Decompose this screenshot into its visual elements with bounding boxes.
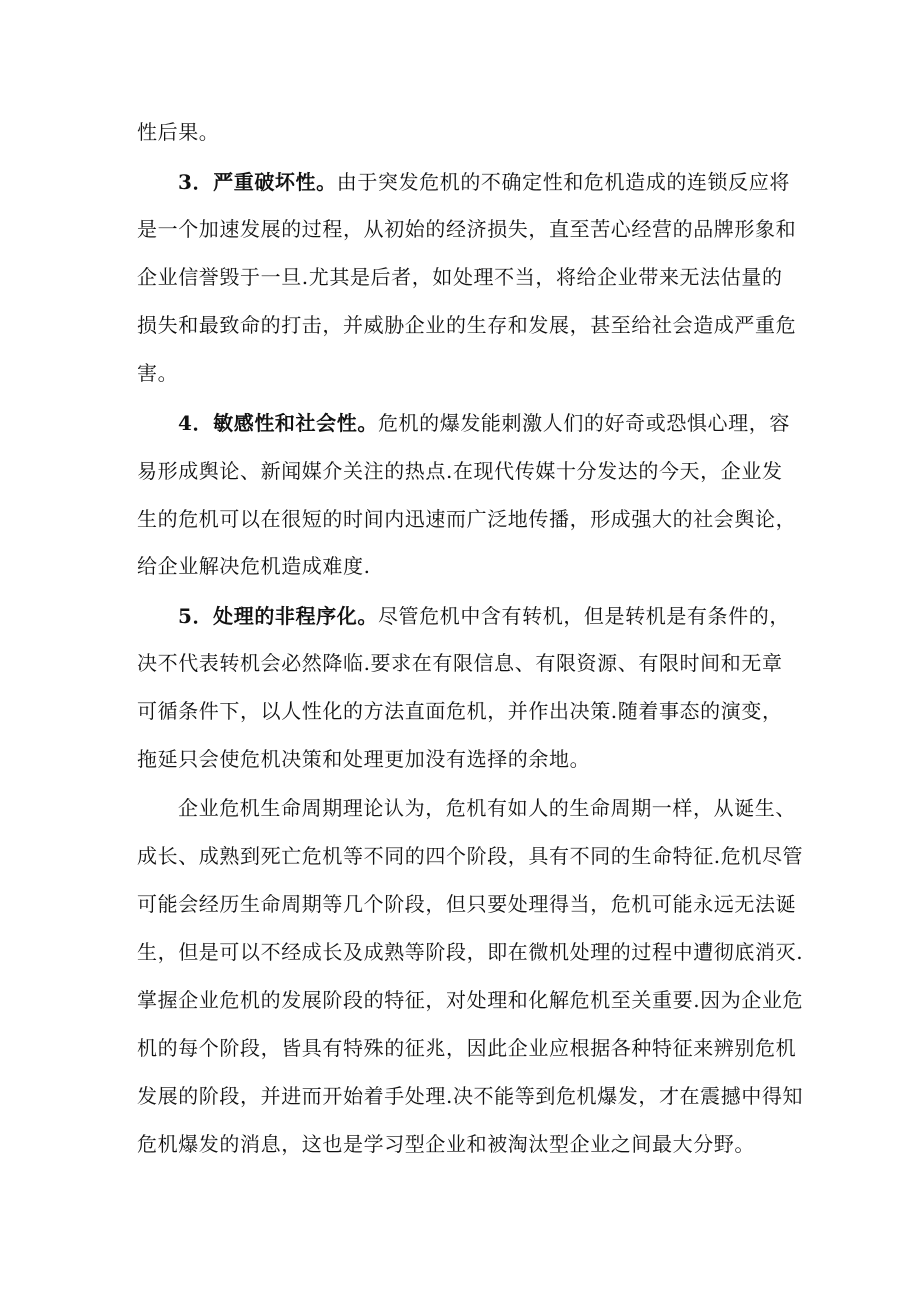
paragraph-line: 害。 — [137, 361, 179, 385]
paragraph-line: 企业信誉毁于一旦.尤其是后者，如处理不当，将给企业带来无法估量的 — [137, 265, 783, 289]
paragraph-line: 可能会经历生命周期等几个阶段，但只要处理得当，危机可能永远无法诞 — [137, 892, 797, 916]
paragraph-line: 企业危机生命周期理论认为，危机有如人的生命周期一样，从诞生、 — [178, 796, 796, 820]
paragraph-line: 损失和最致命的打击，并威胁企业的生存和发展，甚至给社会造成严重危 — [137, 313, 797, 337]
item-number: 4 — [178, 411, 193, 435]
paragraph-line: 危机爆发的消息，这也是学习型企业和被淘汰型企业之间最大分野。 — [137, 1132, 755, 1156]
item-4-heading-line — [178, 408, 790, 438]
paragraph-line: 拖延只会使危机决策和处理更加没有选择的余地。 — [137, 747, 591, 771]
paragraph-line: 成长、成熟到死亡危机等不同的四个阶段，具有不同的生命特征.危机尽管 — [137, 844, 804, 868]
paragraph-line: 易形成舆论、新闻媒介关注的热点.在现代传媒十分发达的今天，企业发 — [137, 459, 783, 483]
item-number: 3 — [178, 170, 193, 194]
item-text: 尽管危机中含有转机，但是转机是有条件的， — [377, 604, 790, 628]
paragraph-line: 掌握企业危机的发展阶段的特征，对处理和化解危机至关重要.因为企业危 — [137, 988, 804, 1012]
paragraph-line: 生，但是可以不经成长及成熟等阶段，即在微机处理的过程中遭彻底消灭. — [137, 940, 804, 964]
paragraph-line: 机的每个阶段，皆具有特殊的征兆，因此企业应根据各种特征来辨别危机 — [137, 1036, 797, 1060]
item-number: 5 — [178, 604, 193, 628]
item-5-heading-line — [178, 601, 790, 631]
item-text: 由于突发危机的不确定性和危机造成的连锁反应将 — [336, 170, 790, 194]
item-3-heading-line — [178, 167, 790, 197]
paragraph-line: 是一个加速发展的过程，从初始的经济损失，直至苦心经营的品牌形象和 — [137, 217, 797, 241]
item-text: 危机的爆发能刺激人们的好奇或恐惧心理，容 — [377, 411, 790, 435]
paragraph-line: 给企业解决危机造成难度. — [137, 554, 371, 578]
paragraph-line: 性后果。 — [137, 120, 220, 144]
paragraph-line: 决不代表转机会必然降临.要求在有限信息、有限资源、有限时间和无章 — [137, 651, 783, 675]
paragraph-line: 发展的阶段，并进而开始着手处理.决不能等到危机爆发，才在震撼中得知 — [137, 1084, 804, 1108]
item-title: ．严重破坏性。 — [192, 170, 337, 194]
paragraph-line: 生的危机可以在很短的时间内迅速而广泛地传播，形成强大的社会舆论， — [137, 507, 797, 531]
paragraph-line: 可循条件下，以人性化的方法直面危机，并作出决策.随着事态的演变， — [137, 699, 783, 723]
item-title: ．敏感性和社会性。 — [192, 411, 378, 435]
item-title: ．处理的非程序化。 — [192, 604, 378, 628]
